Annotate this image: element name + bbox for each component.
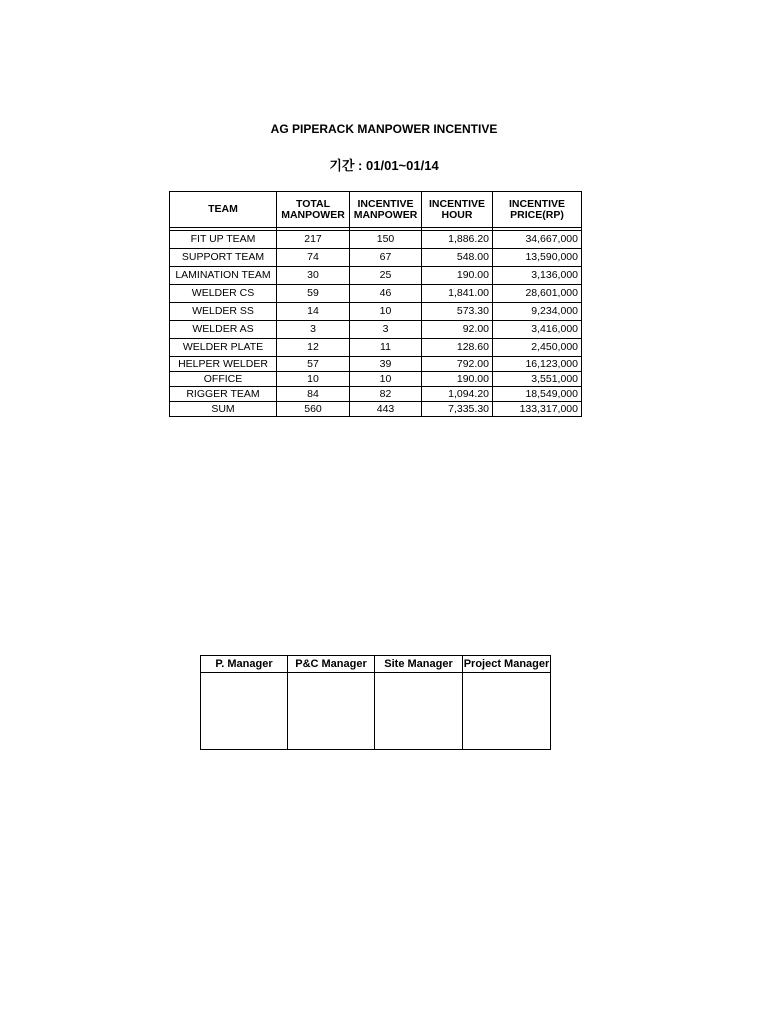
incentive-mp-cell: 10 xyxy=(350,303,422,321)
incentive-mp-cell: 82 xyxy=(350,387,422,402)
price-cell: 34,667,000 xyxy=(493,231,582,249)
signature-header-project-manager: Project Manager xyxy=(463,656,551,673)
hour-cell: 92.00 xyxy=(422,321,493,339)
team-cell: WELDER CS xyxy=(170,285,277,303)
total-cell: 84 xyxy=(277,387,350,402)
team-cell: WELDER SS xyxy=(170,303,277,321)
signature-box-site-manager xyxy=(375,673,463,750)
header-team: TEAM xyxy=(170,192,277,228)
team-cell: FIT UP TEAM xyxy=(170,231,277,249)
price-cell: 13,590,000 xyxy=(493,249,582,267)
total-cell: 560 xyxy=(277,402,350,417)
hour-cell: 573.30 xyxy=(422,303,493,321)
price-cell: 16,123,000 xyxy=(493,357,582,372)
incentive-mp-cell: 443 xyxy=(350,402,422,417)
period-value: 01/01~01/14 xyxy=(366,158,439,173)
table-row xyxy=(170,357,582,372)
sum-row xyxy=(170,402,582,417)
price-cell: 3,551,000 xyxy=(493,372,582,387)
team-cell: HELPER WELDER xyxy=(170,357,277,372)
table-row xyxy=(170,372,582,387)
price-cell: 18,549,000 xyxy=(493,387,582,402)
period-label: 기간 : xyxy=(329,158,363,173)
incentive-mp-cell: 39 xyxy=(350,357,422,372)
incentive-mp-cell: 67 xyxy=(350,249,422,267)
document-title: AG PIPERACK MANPOWER INCENTIVE xyxy=(270,122,498,136)
team-cell: LAMINATION TEAM xyxy=(170,267,277,285)
price-cell: 9,234,000 xyxy=(493,303,582,321)
header-incentive-manpower: INCENTIVE MANPOWER xyxy=(350,192,422,228)
header-total-manpower: TOTAL MANPOWER xyxy=(277,192,350,228)
incentive-mp-cell: 25 xyxy=(350,267,422,285)
total-cell: 57 xyxy=(277,357,350,372)
total-cell: 14 xyxy=(277,303,350,321)
team-cell: RIGGER TEAM xyxy=(170,387,277,402)
hour-cell: 1,094.20 xyxy=(422,387,493,402)
team-cell: SUM xyxy=(170,402,277,417)
incentive-table xyxy=(169,191,582,417)
price-cell: 28,601,000 xyxy=(493,285,582,303)
incentive-mp-cell: 46 xyxy=(350,285,422,303)
signature-header-pc-manager: P&C Manager xyxy=(288,656,375,673)
team-cell: SUPPORT TEAM xyxy=(170,249,277,267)
table-row xyxy=(170,339,582,357)
hour-cell: 1,886.20 xyxy=(422,231,493,249)
team-cell: OFFICE xyxy=(170,372,277,387)
hour-cell: 128.60 xyxy=(422,339,493,357)
price-cell: 2,450,000 xyxy=(493,339,582,357)
total-cell: 217 xyxy=(277,231,350,249)
signature-box-pc-manager xyxy=(288,673,375,750)
hour-cell: 190.00 xyxy=(422,372,493,387)
table-row xyxy=(170,321,582,339)
table-row xyxy=(170,285,582,303)
table-row xyxy=(170,249,582,267)
total-cell: 10 xyxy=(277,372,350,387)
period-line xyxy=(0,155,768,174)
table-row xyxy=(170,267,582,285)
table-row xyxy=(170,387,582,402)
price-cell: 133,317,000 xyxy=(493,402,582,417)
signature-box-p-manager xyxy=(201,673,288,750)
header-incentive-hour: INCENTIVE HOUR xyxy=(422,192,493,228)
signature-header-site-manager: Site Manager xyxy=(375,656,463,673)
table-row xyxy=(170,303,582,321)
total-cell: 74 xyxy=(277,249,350,267)
incentive-mp-cell: 3 xyxy=(350,321,422,339)
header-incentive-price: INCENTIVE PRICE(RP) xyxy=(493,192,582,228)
table-row xyxy=(170,231,582,249)
hour-cell: 7,335.30 xyxy=(422,402,493,417)
price-cell: 3,136,000 xyxy=(493,267,582,285)
total-cell: 59 xyxy=(277,285,350,303)
total-cell: 12 xyxy=(277,339,350,357)
hour-cell: 190.00 xyxy=(422,267,493,285)
price-cell: 3,416,000 xyxy=(493,321,582,339)
team-cell: WELDER AS xyxy=(170,321,277,339)
incentive-mp-cell: 11 xyxy=(350,339,422,357)
hour-cell: 1,841.00 xyxy=(422,285,493,303)
total-cell: 3 xyxy=(277,321,350,339)
signature-table xyxy=(200,655,551,750)
signature-box-project-manager xyxy=(463,673,551,750)
hour-cell: 792.00 xyxy=(422,357,493,372)
incentive-mp-cell: 150 xyxy=(350,231,422,249)
hour-cell: 548.00 xyxy=(422,249,493,267)
team-cell: WELDER PLATE xyxy=(170,339,277,357)
signature-header-p-manager: P. Manager xyxy=(201,656,288,673)
total-cell: 30 xyxy=(277,267,350,285)
incentive-mp-cell: 10 xyxy=(350,372,422,387)
